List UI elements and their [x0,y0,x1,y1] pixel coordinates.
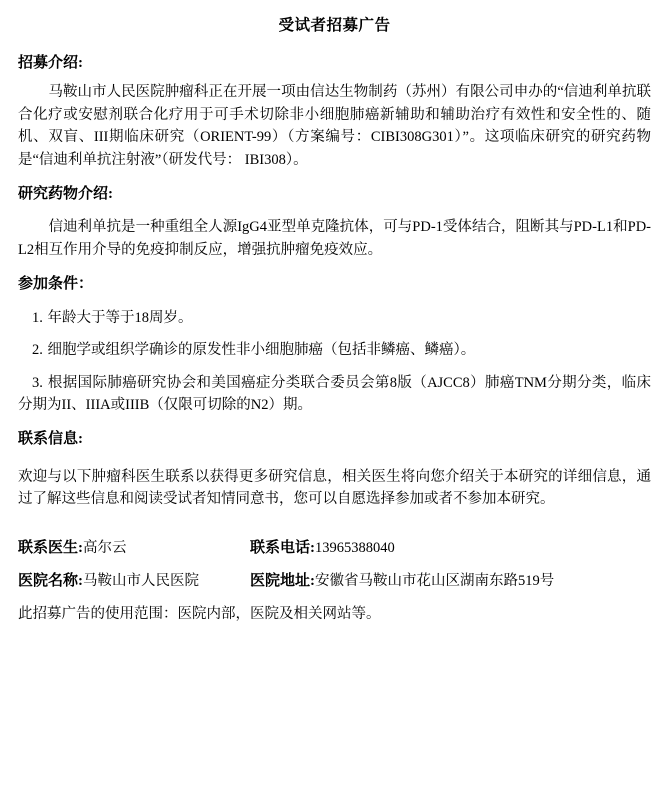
contact-address-value: 安徽省马鞍山市花山区湖南东路519号 [315,572,555,589]
contact-phone [250,537,395,560]
contact-phone-label: 联系电话: [250,539,315,556]
paragraph-drug-intro: 信迪利单抗是一种重组全人源IgG4亚型单克隆抗体，可与PD-1受体结合，阻断其与PD-L1和PD-L2相互作用介导的免疫抑制反应，增强抗肿瘤免疫效应。 [18,219,651,258]
list-item [18,307,651,329]
list-item [18,339,651,361]
list-item-label: 细胞学或组织学确诊的原发性非小细胞肺癌（包括非鳞癌、鳞癌）。 [47,342,476,359]
contact-doctor-label: 联系医生: [18,539,83,556]
paragraph-contact-info: 欢迎与以下肿瘤科医生联系以获得更多研究信息，相关医生将向您介绍关于本研究的详细信息，通过了解这些信息和阅读受试者知情同意书，您可以自愿选择参加或者不参加本研究。 [18,468,651,508]
list-item-label: 年龄大于等于18周岁。 [47,309,193,326]
contact-hospital-value: 马鞍山市人民医院 [83,572,199,589]
page-title: 受试者招募广告 [278,17,391,34]
section-heading-recruitment-intro: 招募介绍: [18,55,83,72]
list-item-number: 3. [32,374,43,391]
section-heading-eligibility: 参加条件： [18,276,94,293]
contact-hospital [18,570,250,593]
contact-address [250,570,554,593]
list-item-label: 根据国际肺癌研究协会和美国癌症分类联合委员会第8版（AJCC8）肺癌TNM分期分类，临床分期为II、IIIA或IIIB（仅限可切除的N2）期。 [18,374,651,413]
list-item-number: 1. [32,309,43,326]
contact-row-doctor-phone [18,537,651,560]
contact-doctor [18,537,250,560]
contact-hospital-label: 医院名称: [18,572,83,589]
section-heading-drug-intro: 研究药物介绍: [18,186,113,203]
contact-doctor-value: 高尔云 [83,539,127,556]
contact-phone-value: 13965388040 [315,539,395,556]
paragraph-recruitment-intro: 马鞍山市人民医院肿瘤科正在开展一项由信达生物制药（苏州）有限公司申办的“信迪利单抗联合化疗或安慰剂联合化疗用于可手术切除非小细胞肺癌新辅助和辅助治疗有效性和安全性的、随机、双盲、III期临床研究（ORIENT-99）（方案编号：CIBI308G301）”。这项临床研究的研究药物是“信迪利单抗注射液”（研发代号： IBI308）。 [18,84,651,168]
contact-details [18,537,651,594]
contact-address-label: 医院地址: [250,572,315,589]
usage-scope-footnote: 此招募广告的使用范围：医院内部，医院及相关网站等。 [18,606,381,623]
section-heading-contact-info: 联系信息: [18,431,83,448]
list-item [18,372,651,417]
list-item-number: 2. [32,342,43,359]
contact-row-hospital-address [18,570,651,593]
